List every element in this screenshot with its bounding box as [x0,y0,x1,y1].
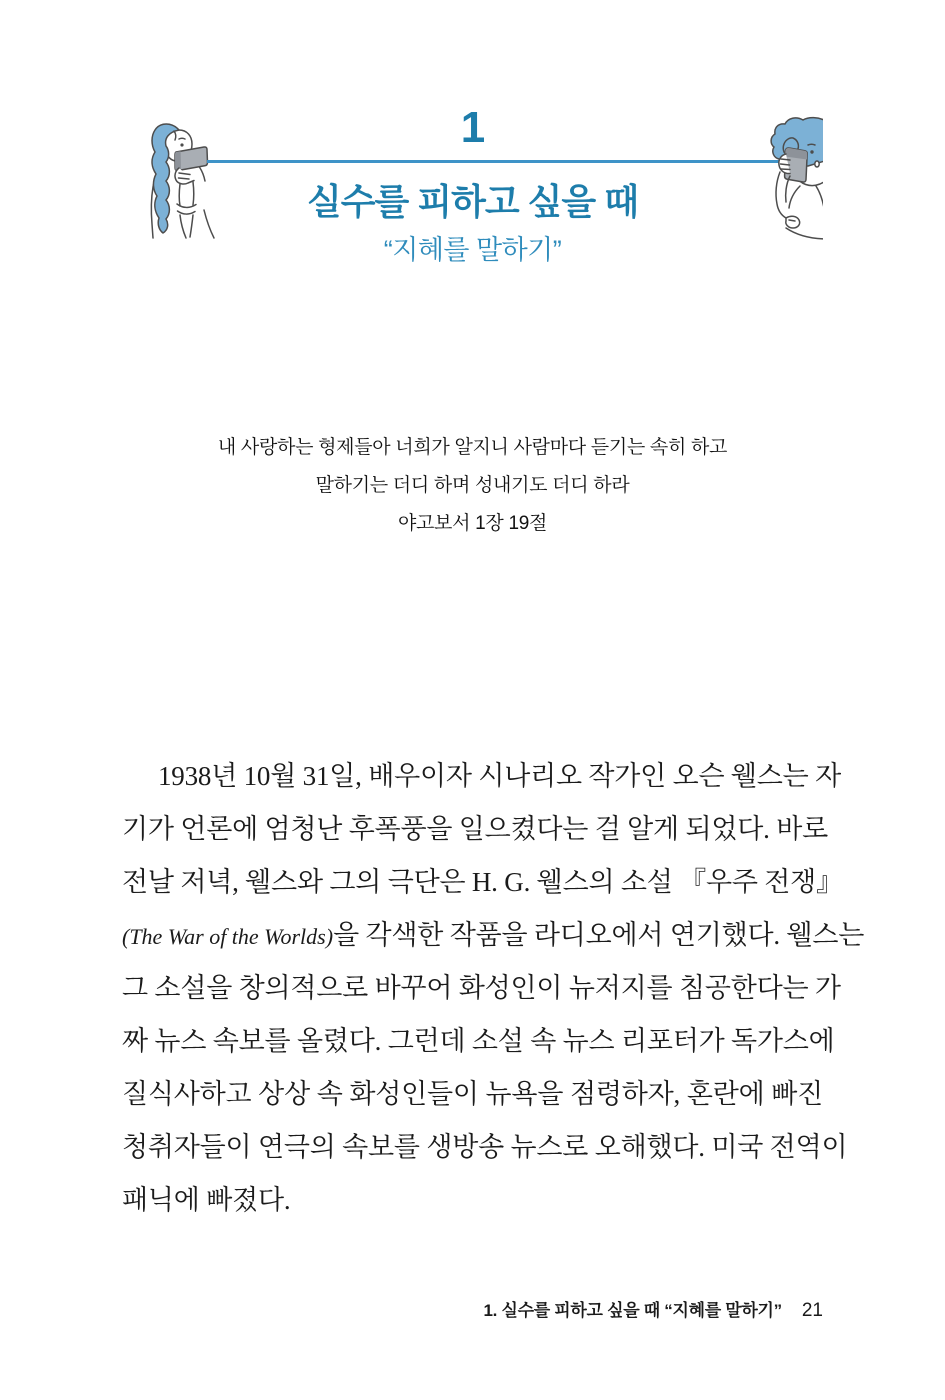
body-line: 기가 언론에 엄청난 후폭풍을 일으켰다는 걸 알게 되었다. 바로 [122,814,828,844]
footer-page-number: 21 [801,1300,823,1321]
body-line-rest: 을 각색한 작품을 라디오에서 연기했다. 웰스는 [333,920,865,950]
footer-running-title: 1. 실수를 피하고 싶을 때 “지혜를 말하기” [483,1301,782,1320]
body-line [122,909,865,962]
latin-book-title: (The War of the Worlds) [122,924,334,949]
chapter-subtitle: “지혜를 말하기” [383,235,562,265]
body-line: 패닉에 빠졌다. [122,1185,291,1215]
string-line [207,160,787,163]
body-line: 그 소설을 창의적으로 바꾸어 화성인이 뉴저지를 침공한다는 가 [122,973,841,1003]
epigraph-source: 야고보서 1장 19절 [397,513,548,534]
body-line: 짜 뉴스 속보를 올렸다. 그런데 소설 속 뉴스 리포터가 독가스에 [122,1026,835,1056]
epigraph [61,429,884,543]
epigraph-line-2: 말하기는 더디 하며 성내기도 더디 하라 [315,475,630,496]
chapter-number: 1 [460,103,485,152]
body-text [122,750,865,1227]
epigraph-line-1: 내 사랑하는 형제들아 너희가 알지니 사람마다 듣기는 속히 하고 [217,437,728,458]
chapter-title: 실수를 피하고 싶을 때 [307,181,638,222]
page-footer [122,1296,823,1322]
body-line: 청취자들이 연극의 속보를 생방송 뉴스로 오해했다. 미국 전역이 [122,1132,848,1162]
body-line: 1938년 10월 31일, 배우이자 시나리오 작가인 오슨 웰스는 자 [158,761,841,791]
body-line: 질식사하고 상상 속 화성인들이 뉴욕을 점령하자, 혼란에 빠진 [122,1079,823,1109]
body-line: 전날 저녁, 웰스와 그의 극단은 H. G. 웰스의 소설 『우주 전쟁』 [122,867,843,897]
